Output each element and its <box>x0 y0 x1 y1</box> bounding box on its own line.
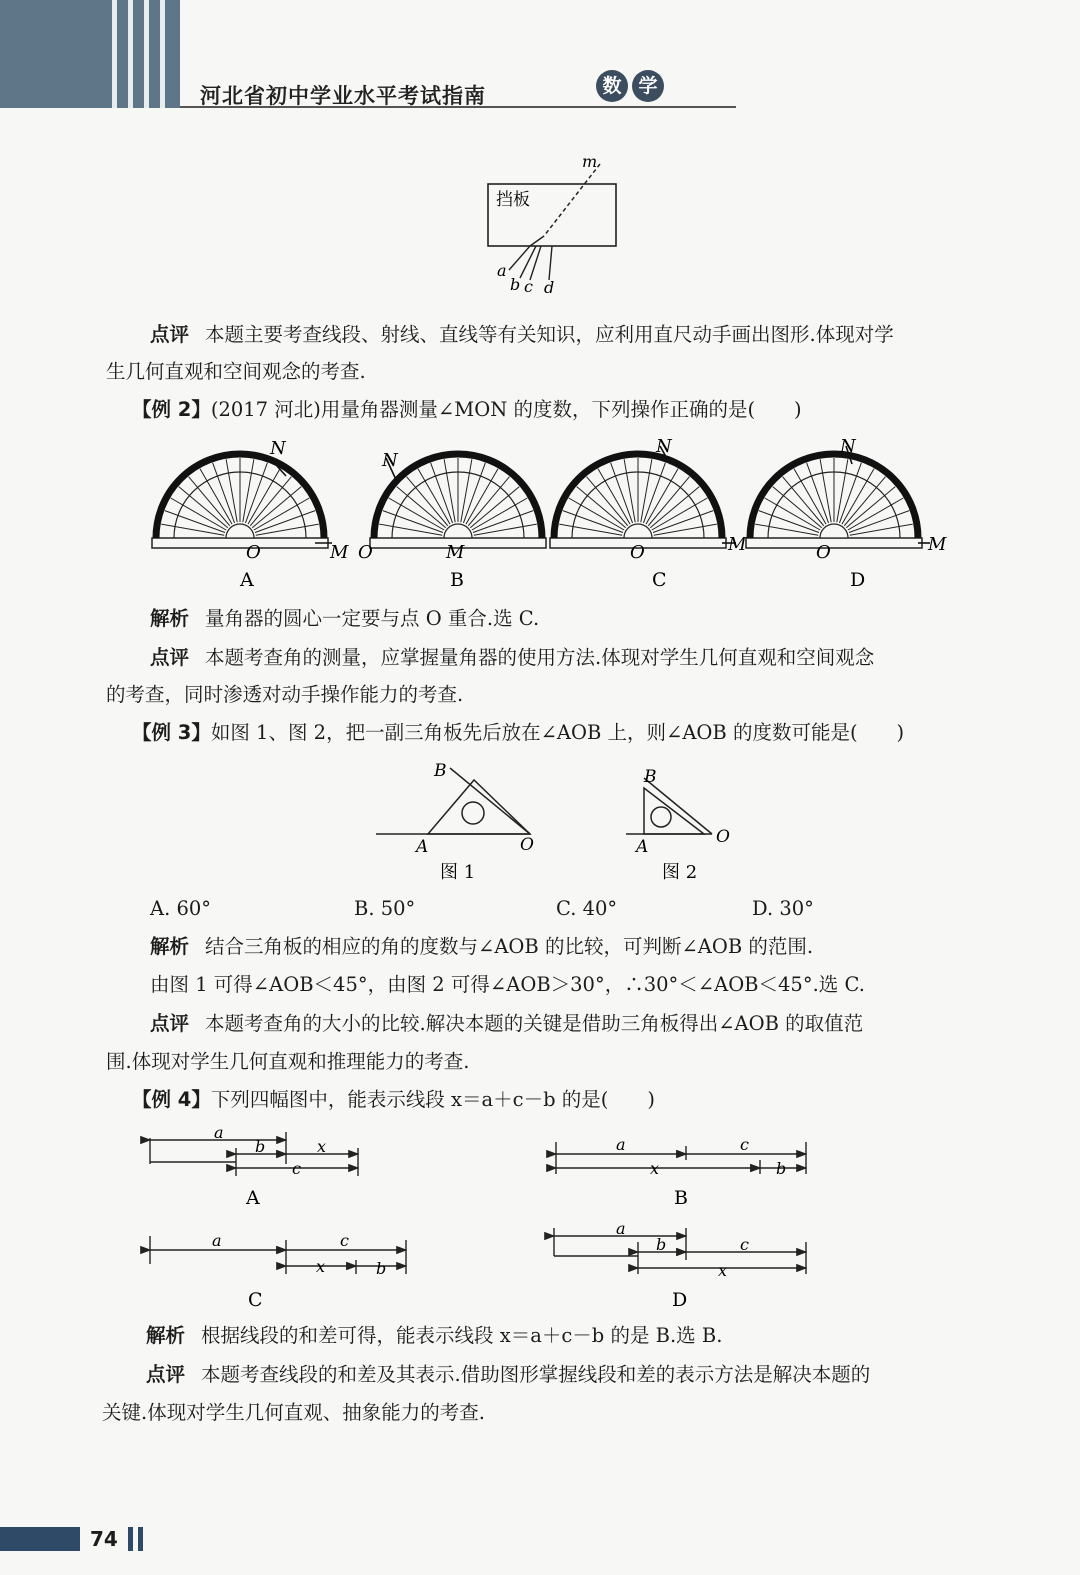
set-square-fig1 <box>428 780 530 834</box>
comment-text: 的考查，同时渗透对动手操作能力的考查. <box>106 683 464 706</box>
label-a: A <box>636 837 649 857</box>
protractor-tick <box>563 511 623 533</box>
protractor-tick <box>444 459 455 522</box>
option-d: D. 30° <box>752 897 814 920</box>
protractor-center <box>820 524 848 538</box>
figure-caption: 图 1 <box>440 862 476 883</box>
label-m: M <box>728 534 747 555</box>
comment-text: 关键.体现对学生几何直观、抽象能力的考查. <box>102 1401 485 1424</box>
protractor-tick <box>850 524 913 535</box>
label-n: N <box>840 436 856 457</box>
protractor-tick <box>243 459 254 522</box>
protractor-tick <box>641 459 652 522</box>
label-n: N <box>382 450 398 471</box>
protractor-base <box>152 538 328 548</box>
option-a: A. 60° <box>150 897 212 920</box>
comment-text: 本题主要考查线段、射线、直线等有关知识，应利用直尺动手画出图形.体现对学 <box>205 323 894 346</box>
label-x: x <box>718 1261 728 1280</box>
label-m: M <box>446 542 465 563</box>
protractor-tick <box>255 511 315 533</box>
example-tag: 【例 2】 <box>132 398 211 421</box>
analysis-label: 解析 <box>150 607 190 630</box>
ray-a <box>509 246 530 270</box>
segment-figures <box>140 1124 830 1320</box>
analysis-text: 由图 1 可得∠AOB＜45°，由图 2 可得∠AOB＞30°，∴30°＜∠AOB＜45°.选 C. <box>150 973 865 996</box>
comment-text: 本题考查线段的和差及其表示.借助图形掌握线段和差的表示方法是解决本题的 <box>201 1363 871 1386</box>
protractor-caption: A <box>240 569 254 591</box>
segment-caption: C <box>248 1289 263 1311</box>
option-c: C. 40° <box>556 897 618 920</box>
protractor <box>550 436 747 591</box>
label-x: x <box>650 1159 660 1178</box>
page-bar <box>0 1527 80 1551</box>
board-figure <box>480 150 640 300</box>
header-stripe <box>144 0 149 108</box>
comment-text: 本题考查角的测量，应掌握量角器的使用方法.体现对学生几何直观和空间观念 <box>205 646 875 669</box>
analysis-text: 结合三角板的相应的角的度数与∠AOB 的比较，可判断∠AOB 的范围. <box>205 935 814 958</box>
protractor <box>746 436 947 591</box>
protractor-tick <box>165 511 225 533</box>
protractor-tick <box>807 463 829 523</box>
example-question <box>132 714 904 751</box>
header-stripe <box>160 0 165 108</box>
label-n: N <box>656 436 672 457</box>
protractor-tick <box>463 463 485 523</box>
protractor-tick <box>379 524 442 535</box>
protractor-center <box>624 524 652 538</box>
set-square-hole <box>651 807 671 827</box>
page-number: 74 <box>90 1527 118 1551</box>
comment-paragraph <box>150 316 894 353</box>
label-o: O <box>716 827 730 847</box>
protractor-caption: D <box>850 569 866 591</box>
segment-caption: A <box>246 1187 260 1209</box>
example-question-text: 下列四幅图中，能表示线段 x＝a＋c－b 的是( ) <box>210 1088 655 1111</box>
protractor-tick <box>643 463 665 523</box>
example-question <box>132 391 802 428</box>
label-b: b <box>255 1137 266 1156</box>
figure-caption: 图 2 <box>662 862 698 883</box>
label-m: M <box>928 534 947 555</box>
segment-figure-a <box>150 1124 358 1209</box>
header-stripe <box>128 0 133 108</box>
comment-text: 本题考查角的大小的比较.解决本题的关键是借助三角板得出∠AOB 的取值范 <box>205 1012 864 1035</box>
label-a: A <box>416 837 429 857</box>
label-b: b <box>656 1235 667 1254</box>
protractor-tick <box>213 463 235 523</box>
page-mark <box>138 1527 143 1551</box>
label-b: b <box>776 1159 787 1178</box>
protractor-tick <box>256 524 319 535</box>
protractor-tick <box>559 524 622 535</box>
example-question-text: (2017 河北)用量角器测量∠MON 的度数，下列操作正确的是( ) <box>210 398 802 421</box>
comment-label: 点评 <box>150 646 190 669</box>
comment-label: 点评 <box>146 1363 186 1386</box>
protractor-center <box>444 524 472 538</box>
label-b: b <box>510 275 521 294</box>
protractor-tick <box>161 524 224 535</box>
comment-text: 生几何直观和空间观念的考查. <box>106 360 366 383</box>
label-a: a <box>616 1135 626 1154</box>
protractor-tick <box>654 524 717 535</box>
analysis-label: 解析 <box>150 935 190 958</box>
label-c: c <box>740 1235 749 1254</box>
segment-figure-b <box>556 1135 806 1209</box>
page-mark <box>128 1527 133 1551</box>
ray-c <box>530 246 541 280</box>
protractor-tick <box>759 511 819 533</box>
segment-figure-d <box>554 1219 806 1311</box>
label-a: a <box>212 1231 222 1250</box>
protractor-tick <box>245 463 267 523</box>
analysis-text: 根据线段的和差可得，能表示线段 x＝a＋c－b 的是 B.选 B. <box>201 1324 723 1347</box>
protractor-tick <box>473 511 533 533</box>
label-x: x <box>317 1137 327 1156</box>
protractor-row <box>140 436 960 596</box>
analysis-paragraph <box>150 600 539 637</box>
analysis-paragraph <box>146 1317 722 1354</box>
label-m: m <box>582 152 598 171</box>
analysis-paragraph <box>150 928 813 965</box>
comment-label: 点评 <box>150 1012 190 1035</box>
protractor-tick <box>849 511 909 533</box>
segment-figure-c <box>150 1231 406 1311</box>
example-question-text: 如图 1、图 2，把一副三角板先后放在∠AOB 上，则∠AOB 的度数可能是( ) <box>210 721 905 744</box>
label-d: d <box>544 278 555 297</box>
protractor-tick <box>624 459 635 522</box>
ray-ob-fig1 <box>450 768 530 834</box>
analysis-text: 量角器的圆心一定要与点 O 重合.选 C. <box>205 607 540 630</box>
label-b: b <box>376 1259 387 1278</box>
label-o: O <box>246 542 261 563</box>
protractor-base <box>746 538 922 548</box>
label-b: B <box>434 761 447 781</box>
example-tag: 【例 4】 <box>132 1088 211 1111</box>
protractor-tick <box>383 511 443 533</box>
header-band <box>0 0 180 108</box>
label-o: O <box>520 835 534 855</box>
protractor-tick <box>611 463 633 523</box>
triangle-figures <box>370 758 750 888</box>
label-c: c <box>340 1231 349 1250</box>
label-a: a <box>497 261 507 280</box>
protractor-tick <box>755 524 818 535</box>
label-a: a <box>616 1219 626 1238</box>
segment-caption: D <box>672 1289 688 1311</box>
protractor-center <box>226 524 254 538</box>
protractor-tick <box>226 459 237 522</box>
protractor-tick <box>837 459 848 522</box>
protractor-tick <box>839 463 861 523</box>
set-square-hole <box>462 802 484 824</box>
label-m: M <box>330 542 349 563</box>
line-m-extension <box>530 236 544 246</box>
board-label: 挡板 <box>496 190 530 210</box>
label-c: c <box>292 1159 301 1178</box>
protractor-tick <box>431 463 453 523</box>
label-c: c <box>524 277 533 296</box>
protractor-tick <box>653 511 713 533</box>
label-n: N <box>270 438 286 459</box>
label-x: x <box>316 1257 326 1276</box>
example-question <box>132 1081 655 1118</box>
line-m <box>544 164 600 236</box>
protractor-tick <box>474 524 537 535</box>
protractor-caption: B <box>450 569 464 591</box>
example-tag: 【例 3】 <box>132 721 211 744</box>
option-b: B. 50° <box>354 897 416 920</box>
label-b: B <box>644 767 657 787</box>
label-a: a <box>214 1124 224 1142</box>
protractor-tick <box>461 459 472 522</box>
protractor-caption: C <box>652 569 667 591</box>
comment-paragraph <box>150 1005 863 1042</box>
ray-b <box>520 246 536 278</box>
comment-paragraph <box>150 639 874 676</box>
analysis-label: 解析 <box>146 1324 186 1347</box>
ray-d <box>549 246 552 280</box>
protractor-tick <box>820 459 831 522</box>
comment-text: 围.体现对学生几何直观和推理能力的考查. <box>106 1050 470 1073</box>
header-title: 河北省初中学业水平考试指南 <box>200 84 486 108</box>
protractor <box>358 450 546 591</box>
label-o: O <box>630 542 645 563</box>
subject-badge: 学 <box>632 70 664 102</box>
label-o: O <box>816 542 831 563</box>
segment-caption: B <box>674 1187 688 1209</box>
label-o: O <box>358 542 373 563</box>
comment-paragraph <box>146 1356 870 1393</box>
protractor <box>152 438 349 591</box>
comment-label: 点评 <box>150 323 190 346</box>
header-stripe <box>112 0 117 108</box>
label-c: c <box>740 1135 749 1154</box>
subject-badge: 数 <box>596 70 628 102</box>
